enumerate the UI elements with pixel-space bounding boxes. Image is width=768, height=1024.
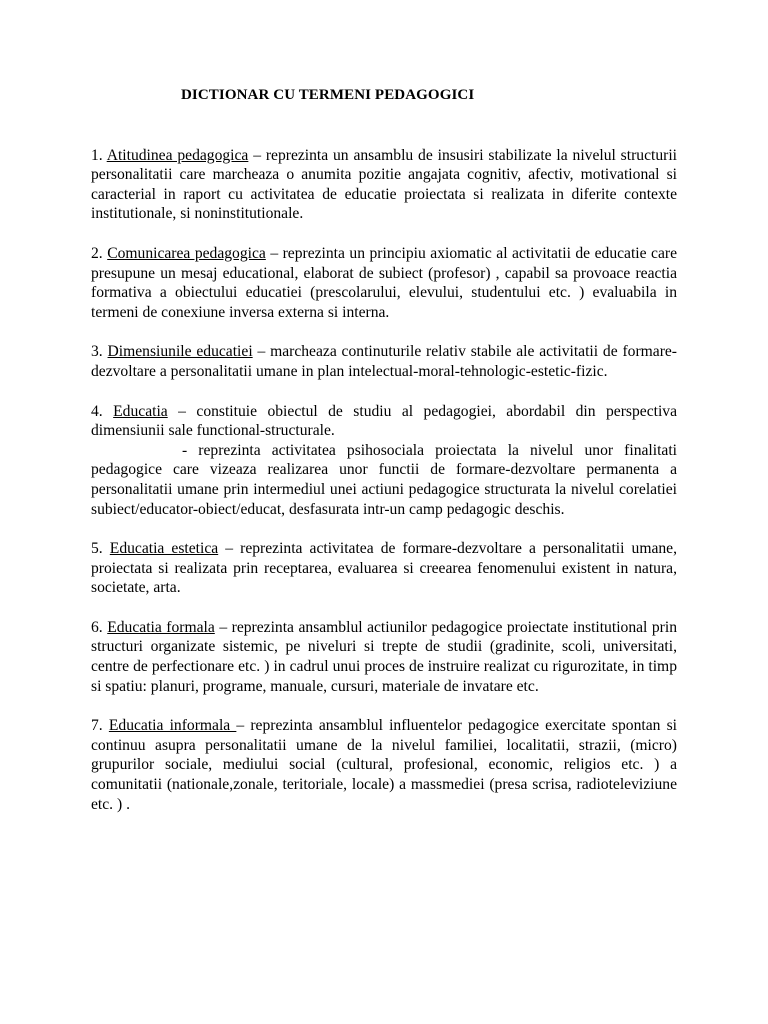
entry-7 bbox=[91, 716, 677, 814]
entry-number: 6. bbox=[91, 618, 103, 636]
entry-term: Educatia formala bbox=[107, 618, 215, 636]
entry-term: Comunicarea pedagogica bbox=[107, 244, 266, 262]
entry-2 bbox=[91, 244, 677, 322]
entry-4 bbox=[91, 402, 677, 520]
entry-definition: – marcheaza continuturile relativ stabile ale activitatii de formare-dezvoltare a personalitatii umane in plan intelectual-moral-tehnologic-estetic-fizic. bbox=[91, 343, 677, 380]
entry-3 bbox=[91, 342, 677, 381]
entry-6 bbox=[91, 618, 677, 696]
entry-number: 3. bbox=[91, 343, 103, 361]
entry-definition: – reprezinta activitatea de formare-dezvoltare a personalitatii umane, proiectata si realizata prin receptarea, evaluarea si creearea fenomenului existent in natura, societate, arta. bbox=[91, 540, 678, 597]
entry-definition: – reprezinta un principiu axiomatic al activitatii de educatie care presupune un mesaj educational, elaborat de subiect (profesor) , capabil sa provoace reactia formativa a obiectului educatiei (prescolarului, elevului, studentului etc. ) evaluabila in termeni de conexiune inversa externa si interna. bbox=[91, 244, 677, 321]
entry-number: 7. bbox=[91, 717, 103, 735]
entry-number: 4. bbox=[91, 402, 103, 420]
entry-1 bbox=[91, 146, 677, 224]
document-page bbox=[91, 86, 677, 834]
document-title: DICTIONAR CU TERMENI PEDAGOGICI bbox=[181, 87, 475, 103]
entry-number: 5. bbox=[91, 540, 103, 558]
entry-subdefinition: - reprezinta activitatea psihosociala proiectata la nivelul unor finalitati pedagogice care vizeaza realizarea unor functii de formare-dezvoltare permanenta a personalitatii umane prin intermediul unei actiuni pedagogice structurata la nivelul corelatiei subiect/educator-obiect/educat, desfasurata intr-un camp pedagogic deschis. bbox=[91, 441, 677, 518]
entry-number: 1. bbox=[91, 146, 103, 164]
entry-5 bbox=[91, 539, 677, 598]
entry-term: Educatia estetica bbox=[109, 540, 219, 558]
entry-term: Educatia informala bbox=[108, 717, 237, 735]
entry-term: Atitudinea pedagogica bbox=[106, 146, 249, 164]
entry-term: Educatia bbox=[113, 402, 168, 420]
entry-definition: – reprezinta un ansamblu de insusiri stabilizate la nivelul structurii personalitatii care marcheaza o anumita pozitie angajata cognitiv, afectiv, motivational si caracterial in raport cu activitatea de educatie proiectata si realizata in diferite contexte institutionale, si noninstitutionale. bbox=[91, 146, 677, 223]
entry-term: Dimensiunile educatiei bbox=[107, 343, 253, 361]
entry-definition: – reprezinta ansamblul influentelor pedagogice exercitate spontan si continuu asupra personalitatii umane de la nivelul familiei, localitatii, strazii, (micro) grupurilor sociale, mediului social (cultural, profesional, economic, religios etc. ) a comunitatii (nationale,zonale, teritoriale, locale) a massmediei (presa scrisa, radioteleviziune etc. ) . bbox=[91, 717, 677, 813]
entry-definition: – reprezinta ansamblul actiunilor pedagogice proiectate institutional prin structuri organizate sistemic, pe niveluri si trepte de studii (gradinite, scoli, universitati, centre de perfectionare etc. ) in cadrul unui proces de instruire realizat cu rigurozitate, in timp si spatiu: planuri, programe, manuale, cursuri, materiale de invatare etc. bbox=[91, 618, 678, 695]
entry-definition: – constituie obiectul de studiu al pedagogiei, abordabil din perspectiva dimensiunii sale functional-structurale. bbox=[91, 402, 677, 440]
entry-number: 2. bbox=[91, 244, 103, 262]
